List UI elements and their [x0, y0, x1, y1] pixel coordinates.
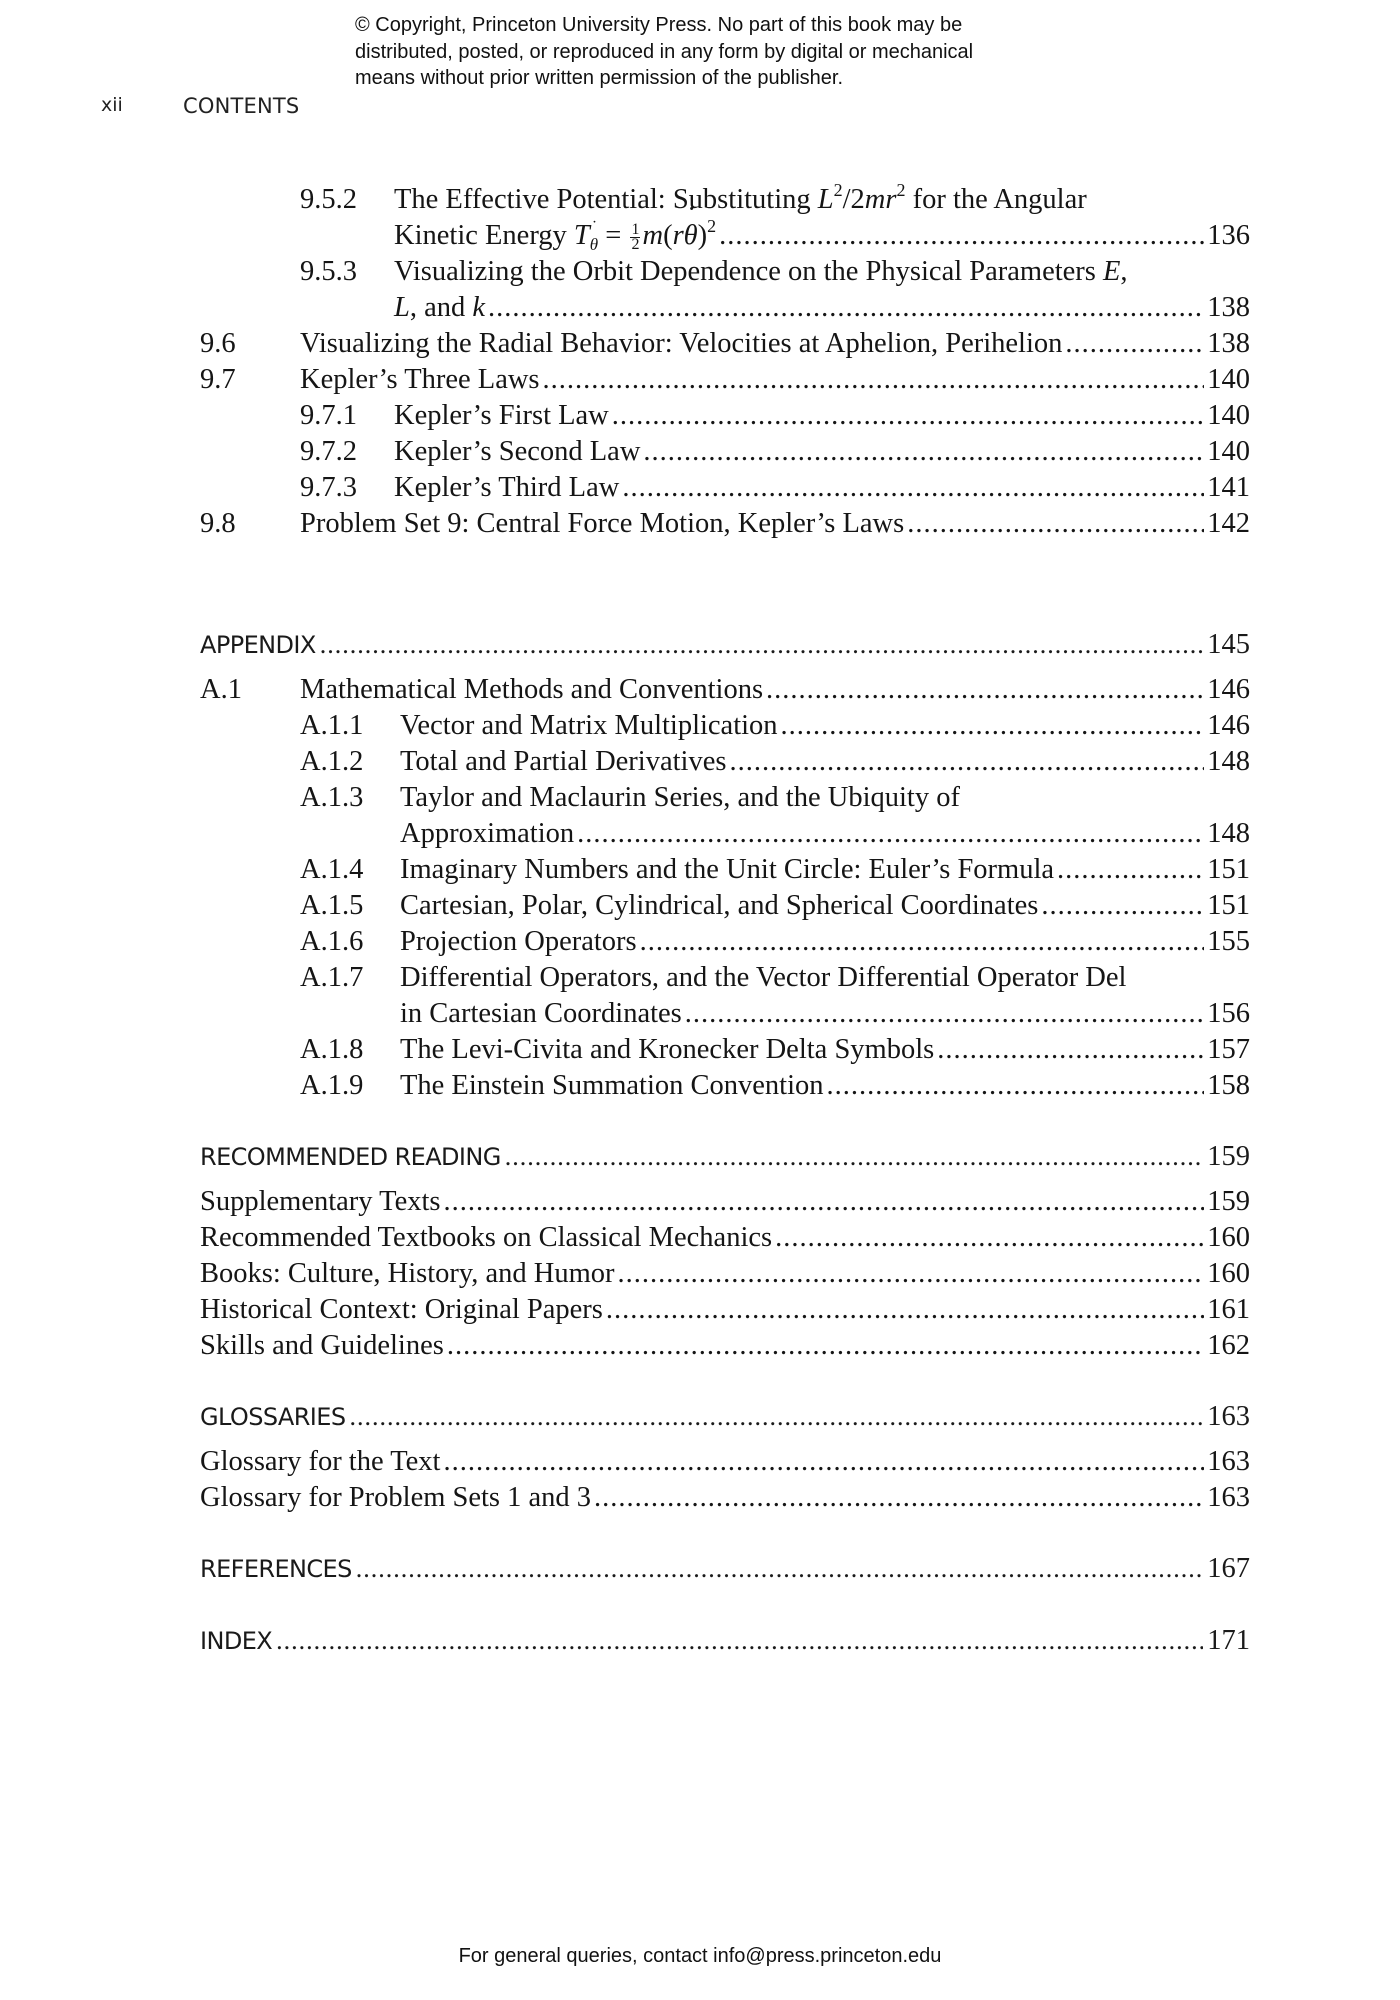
page-number: 146 [1207, 710, 1250, 741]
entry-number: 9.7.2 [300, 436, 357, 467]
entry-title [394, 218, 716, 254]
page-number: 148 [1207, 818, 1250, 849]
page-number: 163 [1207, 1446, 1250, 1477]
math-T: T [573, 220, 590, 251]
page-number: 160 [1207, 1258, 1250, 1289]
entry-number: 9.7.3 [300, 472, 357, 503]
page-number: 155 [1207, 926, 1250, 957]
toc-entry-a-1-3-line2[interactable] [400, 816, 1250, 852]
toc-entry-a-1[interactable] [200, 672, 1250, 708]
dot-leader [577, 816, 1204, 852]
math-L: L [394, 292, 410, 323]
toc-heading-glossaries[interactable] [200, 1400, 1250, 1434]
toc-heading-index[interactable] [200, 1624, 1250, 1658]
entry-title: Approximation [400, 818, 575, 849]
dot-leader [606, 1292, 1204, 1328]
page-number: 151 [1207, 890, 1250, 921]
entry-number: 9.6 [200, 328, 236, 359]
entry-title: Recommended Textbooks on Classical Mechanics [200, 1222, 773, 1253]
dot-leader [640, 924, 1205, 960]
dot-leader [643, 434, 1204, 470]
toc-entry-9-5-3-line2[interactable] [394, 290, 1250, 326]
toc-entry-9-5-3-line1 [300, 254, 1128, 290]
math-L: L [817, 184, 834, 215]
dot-leader [827, 1068, 1205, 1104]
toc-entry-a-1-9[interactable] [300, 1068, 1250, 1104]
entry-title: Kepler’s Third Law [394, 472, 620, 503]
math-k: k [472, 292, 486, 323]
entry-title: Kepler’s Three Laws [300, 364, 540, 395]
toc-entry-reading[interactable] [200, 1328, 1250, 1364]
toc-heading-appendix[interactable] [200, 628, 1250, 662]
math-theta-dot: ˙ θ [684, 218, 698, 254]
entry-number: A.1.9 [300, 1070, 364, 1101]
toc-entry-glossary[interactable] [200, 1480, 1250, 1516]
page-number: 142 [1207, 508, 1250, 539]
page-number: 145 [1207, 629, 1250, 660]
dot-leader [276, 1624, 1203, 1658]
page-number: 148 [1207, 746, 1250, 777]
page-number: 136 [1207, 220, 1250, 251]
copyright-notice [355, 12, 1115, 92]
entry-number: A.1.5 [300, 890, 364, 921]
dot-leader [488, 290, 1204, 326]
toc-entry-9-7[interactable] [200, 362, 1250, 398]
page-number: 140 [1207, 364, 1250, 395]
toc-entry-reading[interactable] [200, 1256, 1250, 1292]
entry-title: Total and Partial Derivatives [400, 746, 727, 777]
toc-entry-a-1-1[interactable] [300, 708, 1250, 744]
entry-title-text: , and [409, 292, 473, 323]
entry-number: A.1.7 [300, 962, 364, 993]
math-E: E [1103, 256, 1121, 287]
entry-title: Cartesian, Polar, Cylindrical, and Spherical Coordinates [400, 890, 1039, 921]
toc-entry-a-1-4[interactable] [300, 852, 1250, 888]
entry-number: 9.7.1 [300, 400, 357, 431]
toc-entry-9-7-3[interactable] [300, 470, 1250, 506]
page-number: 163 [1207, 1401, 1250, 1432]
toc-entry-a-1-7-line2[interactable] [400, 996, 1250, 1032]
running-head-title: CONTENTS [183, 94, 300, 118]
dot-leader [543, 362, 1205, 398]
entry-number: 9.7 [200, 364, 236, 395]
page-number: 157 [1207, 1034, 1250, 1065]
page-number: 146 [1207, 674, 1250, 705]
math-mr: mr [864, 184, 897, 215]
dot-leader [443, 1184, 1204, 1220]
dot-leader [320, 628, 1204, 662]
toc-entry-a-1-5[interactable] [300, 888, 1250, 924]
entry-title: Differential Operators, and the Vector Differential Operator Del [400, 962, 1127, 993]
copyright-line: © Copyright, Princeton University Press. No part of this book may be [355, 14, 963, 36]
toc-entry-9-6[interactable] [200, 326, 1250, 362]
section-heading: APPENDIX [200, 631, 316, 659]
copyright-line: means without prior written permission of the publisher. [355, 67, 844, 89]
dot-leader [594, 1480, 1204, 1516]
entry-title: Visualizing the Radial Behavior: Velocities at Aphelion, Perihelion [300, 328, 1063, 359]
page-number: 161 [1207, 1294, 1250, 1325]
math-slash: /2 [842, 184, 865, 215]
page-number: 167 [1207, 1553, 1250, 1584]
page-number: 138 [1207, 328, 1250, 359]
page-number: 156 [1207, 998, 1250, 1029]
entry-title: Skills and Guidelines [200, 1330, 444, 1361]
page-number: 140 [1207, 400, 1250, 431]
toc-entry-glossary[interactable] [200, 1444, 1250, 1480]
dot-leader [1065, 326, 1204, 362]
entry-number: A.1.4 [300, 854, 364, 885]
entry-number: A.1.6 [300, 926, 364, 957]
entry-number: 9.8 [200, 508, 236, 539]
dot-leader [350, 1400, 1204, 1434]
section-heading: REFERENCES [200, 1555, 352, 1583]
math-subscript-theta-dot: θ [589, 235, 599, 254]
page-number: 162 [1207, 1330, 1250, 1361]
page-number: 141 [1207, 472, 1250, 503]
math-paren-open: ( [663, 220, 673, 251]
dot-leader [766, 672, 1204, 708]
entry-number: A.1.2 [300, 746, 364, 777]
entry-title: Projection Operators [400, 926, 637, 957]
math-equals: = [598, 220, 629, 251]
dot-leader [937, 1032, 1204, 1068]
entry-title: Visualizing the Orbit Dependence on the Physical Parameters [394, 256, 1103, 287]
dot-leader [505, 1140, 1204, 1174]
dot-leader [907, 506, 1204, 542]
entry-number: 9.5.2 [300, 184, 357, 215]
entry-title: Supplementary Texts [200, 1186, 441, 1217]
toc-entry-a-1-2[interactable] [300, 744, 1250, 780]
dot-leader [685, 996, 1204, 1032]
entry-title: Imaginary Numbers and the Unit Circle: Euler’s Formula [400, 854, 1055, 885]
fraction-denominator: 2 [631, 235, 640, 253]
entry-title-text: Kinetic Energy [394, 220, 574, 251]
math-paren-close: ) [697, 220, 708, 251]
entry-title: The Einstein Summation Convention [400, 1070, 824, 1101]
math-exponent: 2 [896, 180, 906, 200]
entry-title: Problem Set 9: Central Force Motion, Kepler’s Laws [300, 508, 905, 539]
page-number: 159 [1207, 1141, 1250, 1172]
copyright-line: distributed, posted, or reproduced in any form by digital or mechanical [355, 40, 974, 63]
entry-title: Historical Context: Original Papers [200, 1294, 603, 1325]
entry-title: Glossary for Problem Sets 1 and 3 [200, 1482, 592, 1513]
toc-entry-a-1-8[interactable] [300, 1032, 1250, 1068]
dot-leader [447, 1328, 1204, 1364]
toc-entry-a-1-3-line1 [300, 780, 960, 816]
dot-leader [1057, 852, 1204, 888]
toc-entry-9-7-2[interactable] [300, 434, 1250, 470]
entry-number: 9.5.3 [300, 256, 357, 287]
dot-leader [729, 744, 1204, 780]
entry-number: A.1 [200, 674, 242, 705]
entry-title [394, 290, 485, 326]
dot-leader [356, 1552, 1203, 1586]
toc-heading-recommended-reading[interactable] [200, 1140, 1250, 1174]
entry-title: The Levi-Civita and Kronecker Delta Symbols [400, 1034, 935, 1065]
entry-title: Vector and Matrix Multiplication [400, 710, 778, 741]
entry-title: Kepler’s Second Law [394, 436, 641, 467]
section-heading: RECOMMENDED READING [200, 1143, 501, 1171]
fraction-numerator: 1 [631, 220, 640, 238]
dot-leader [775, 1220, 1204, 1256]
math-comma: , [1120, 256, 1128, 287]
toc-entry-a-1-7-line1 [300, 960, 1126, 996]
dot-leader [618, 1256, 1205, 1292]
dot-leader [719, 218, 1204, 254]
page-number: 151 [1207, 854, 1250, 885]
entry-title: Mathematical Methods and Conventions [300, 674, 764, 705]
page-number: 140 [1207, 436, 1250, 467]
math-m: m [642, 220, 664, 251]
dot-leader [622, 470, 1204, 506]
page-number: 159 [1207, 1186, 1250, 1217]
toc-heading-references[interactable] [200, 1552, 1250, 1586]
page-number: 163 [1207, 1482, 1250, 1513]
dot-leader [443, 1444, 1204, 1480]
footer-contact: For general queries, contact info@press.princeton.edu [458, 1945, 942, 1967]
entry-number: A.1.8 [300, 1034, 364, 1065]
section-heading: INDEX [200, 1627, 273, 1655]
toc-entry-9-7-1[interactable] [300, 398, 1250, 434]
toc-entry-reading[interactable] [200, 1220, 1250, 1256]
math-fraction-half [630, 220, 640, 253]
section-heading: GLOSSARIES [200, 1403, 346, 1431]
page-number: 158 [1207, 1070, 1250, 1101]
running-head [0, 94, 400, 124]
entry-title-tail: for the Angular [905, 184, 1087, 215]
toc-entry-9-5-2-line2[interactable] [394, 218, 1250, 254]
math-exponent: 2 [833, 180, 843, 200]
entry-title: Taylor and Maclaurin Series, and the Ubiquity of [400, 782, 960, 813]
entry-title: Glossary for the Text [200, 1446, 441, 1477]
entry-title: Books: Culture, History, and Humor [200, 1258, 615, 1289]
page-folio: xii [101, 94, 123, 116]
entry-number: A.1.1 [300, 710, 364, 741]
entry-title: The Effective Potential: Substituting [394, 184, 818, 215]
dot-leader [612, 398, 1204, 434]
dot-leader [1041, 888, 1204, 924]
entry-number: A.1.3 [300, 782, 364, 813]
toc-entry-9-8[interactable] [200, 506, 1250, 542]
math-r: r [672, 220, 684, 251]
entry-title: in Cartesian Coordinates [400, 998, 682, 1029]
dot-leader [781, 708, 1205, 744]
page-number: 160 [1207, 1222, 1250, 1253]
entry-title: Kepler’s First Law [394, 400, 609, 431]
toc-entry-reading[interactable] [200, 1184, 1250, 1220]
page-number: 171 [1207, 1625, 1250, 1656]
page-number: 138 [1207, 292, 1250, 323]
toc-entry-reading[interactable] [200, 1292, 1250, 1328]
toc-entry-a-1-6[interactable] [300, 924, 1250, 960]
math-exponent: 2 [707, 216, 717, 236]
